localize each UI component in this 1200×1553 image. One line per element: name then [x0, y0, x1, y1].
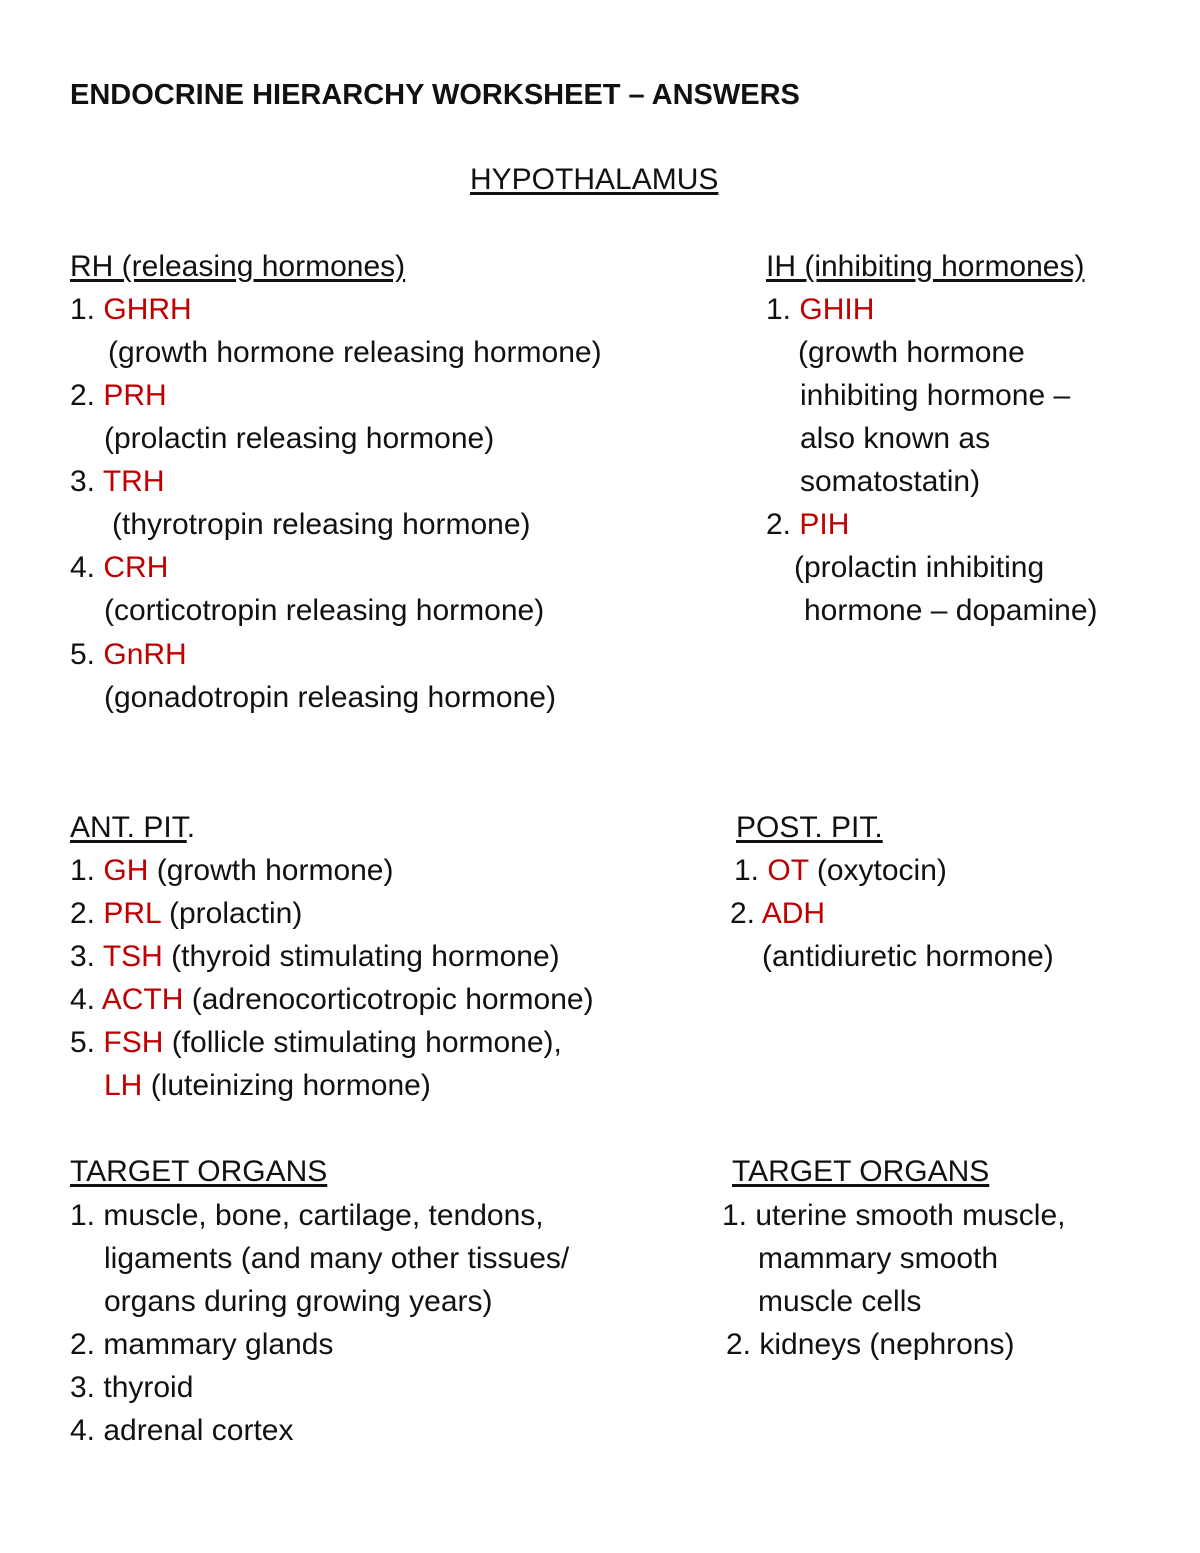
item-number: 1.: [70, 854, 96, 887]
list-item: [766, 292, 874, 328]
item-number: 2.: [70, 897, 96, 930]
item-number: 3.: [70, 940, 96, 973]
item-number: 4.: [70, 551, 96, 584]
list-item: [70, 1025, 562, 1061]
list-item: [70, 939, 560, 975]
hormone-desc: (corticotropin releasing hormone): [104, 594, 545, 627]
hormone-desc: (gonadotropin releasing hormone): [104, 681, 556, 714]
item-number: 2.: [730, 897, 756, 930]
hormone-abbr: ACTH: [101, 983, 184, 1016]
hormone-abbr: GHRH: [103, 293, 192, 326]
list-item: [70, 464, 164, 500]
hormone-abbr: CRH: [103, 551, 169, 584]
hormone-desc: (growth hormone: [798, 336, 1025, 369]
hormone-abbr: TSH: [102, 940, 163, 973]
hormone-desc: (prolactin inhibiting: [794, 551, 1045, 584]
list-item: [70, 982, 594, 1018]
hormone-abbr: GnRH: [103, 638, 187, 671]
ant-pit-heading: [70, 810, 195, 846]
hormone-desc: (follicle stimulating hormone),: [171, 1026, 562, 1059]
hormone-desc: (growth hormone): [156, 854, 394, 887]
hormone-desc: (antidiuretic hormone): [762, 940, 1054, 973]
item-number: 3.: [70, 465, 96, 498]
list-item: [734, 853, 947, 889]
hormone-desc: also known as: [800, 422, 991, 455]
ih-heading: IH (inhibiting hormones): [766, 250, 1085, 283]
list-item: [70, 292, 192, 328]
hormone-desc: (prolactin): [168, 897, 303, 930]
hormone-abbr: PRL: [103, 897, 161, 930]
hormone-abbr: LH: [104, 1069, 143, 1102]
page-title: ENDOCRINE HIERARCHY WORKSHEET – ANSWERS: [70, 79, 800, 111]
list-item: mammary smooth: [758, 1242, 999, 1275]
hormone-desc: hormone – dopamine): [804, 594, 1098, 627]
hormone-desc: (prolactin releasing hormone): [104, 422, 495, 455]
ant-pit-heading-suffix: .: [186, 811, 196, 844]
hormone-abbr: PIH: [799, 508, 850, 541]
item-number: 1.: [766, 293, 792, 326]
hormone-abbr: OT: [767, 854, 809, 887]
list-item: muscle cells: [758, 1285, 922, 1318]
hormone-abbr: GHIH: [799, 293, 875, 326]
list-item: [766, 507, 849, 543]
item-number: 1.: [70, 293, 96, 326]
list-item: 2. mammary glands: [70, 1328, 334, 1361]
hormone-abbr: PRH: [103, 379, 167, 412]
item-number: 4.: [70, 983, 96, 1016]
target-organs-heading: TARGET ORGANS: [70, 1155, 328, 1188]
hormone-desc: somatostatin): [800, 465, 981, 498]
list-item: [104, 1068, 431, 1104]
item-number: 5.: [70, 1026, 96, 1059]
hormone-desc: (growth hormone releasing hormone): [108, 336, 602, 369]
list-item: 1. muscle, bone, cartilage, tendons,: [70, 1199, 544, 1232]
item-number: 2.: [70, 379, 96, 412]
hypothalamus-heading: HYPOTHALAMUS: [470, 163, 719, 196]
item-number: 5.: [70, 638, 96, 671]
hormone-desc: inhibiting hormone –: [800, 379, 1071, 412]
hormone-desc: (thyroid stimulating hormone): [171, 940, 560, 973]
hormone-abbr: ADH: [761, 897, 826, 930]
item-number: 2.: [766, 508, 792, 541]
list-item: [70, 637, 187, 673]
hormone-abbr: TRH: [102, 465, 165, 498]
list-item: [70, 853, 393, 889]
list-item: 3. thyroid: [70, 1371, 194, 1404]
list-item: [70, 550, 168, 586]
list-item: [70, 896, 302, 932]
post-pit-heading: POST. PIT.: [736, 811, 883, 844]
list-item: [70, 378, 167, 414]
list-item: 2. kidneys (nephrons): [726, 1328, 1015, 1361]
target-organs-heading: TARGET ORGANS: [732, 1155, 990, 1188]
rh-heading: RH (releasing hormones): [70, 250, 406, 283]
ant-pit-heading-text: ANT. PIT: [70, 811, 187, 844]
hormone-desc: (thyrotropin releasing hormone): [112, 508, 531, 541]
list-item: 1. uterine smooth muscle,: [722, 1199, 1066, 1232]
hormone-desc: (oxytocin): [816, 854, 947, 887]
hormone-abbr: FSH: [103, 1026, 164, 1059]
item-number: 1.: [734, 854, 760, 887]
list-item: 4. adrenal cortex: [70, 1414, 294, 1447]
list-item: ligaments (and many other tissues/: [104, 1242, 570, 1275]
hormone-desc: (adrenocorticotropic hormone): [191, 983, 594, 1016]
hormone-desc: (luteinizing hormone): [150, 1069, 431, 1102]
list-item: [730, 896, 825, 932]
list-item: organs during growing years): [104, 1285, 493, 1318]
hormone-abbr: GH: [103, 854, 149, 887]
